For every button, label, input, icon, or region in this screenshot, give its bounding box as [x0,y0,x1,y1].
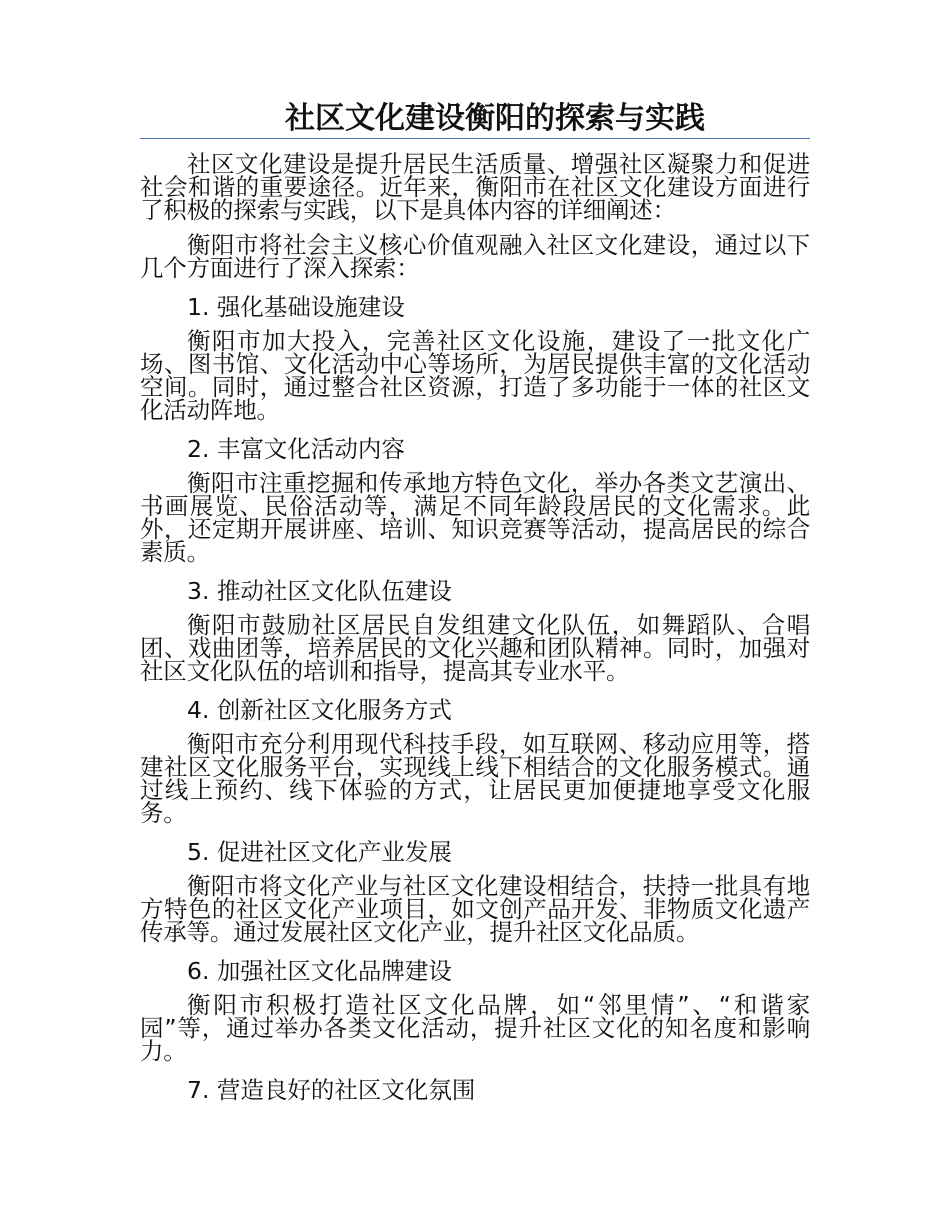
section-heading-3: 3. 推动社区文化队伍建设 [187,577,452,605]
section-body-5: 衡阳市将文化产业与社区文化建设相结合，扶持一批具有地方特色的社区文化产业项目，如文创产品开发、非物质文化遗产传承等。通过发展社区文化产业，提升社区文化品质。 [140,872,810,946]
section-heading-4: 4. 创新社区文化服务方式 [187,696,452,724]
section-heading-1: 1. 强化基础设施建设 [187,293,405,321]
section-heading-5: 5. 促进社区文化产业发展 [187,838,452,866]
section-body-2: 衡阳市注重挖掘和传承地方特色文化，举办各类文艺演出、书画展览、民俗活动等，满足不同年龄段居民的文化需求。此外，还定期开展讲座、培训、知识竞赛等活动，提高居民的综合素质。 [140,469,810,566]
lead-paragraph: 衡阳市将社会主义核心价值观融入社区文化建设，通过以下几个方面进行了深入探索： [140,231,810,282]
section-heading-6: 6. 加强社区文化品牌建设 [187,957,452,985]
document-title: 社区文化建设衡阳的探索与实践 [285,101,705,136]
intro-paragraph: 社区文化建设是提升居民生活质量、增强社区凝聚力和促进社会和谐的重要途径。近年来，衡阳市在社区文化建设方面进行了积极的探索与实践，以下是具体内容的详细阐述： [140,150,810,224]
section-body-6: 衡阳市积极打造社区文化品牌，如“邻里情”、“和谐家园”等，通过举办各类文化活动，提升社区文化的知名度和影响力。 [140,991,810,1065]
section-body-1: 衡阳市加大投入，完善社区文化设施，建设了一批文化广场、图书馆、文化活动中心等场所，为居民提供丰富的文化活动空间。同时，通过整合社区资源，打造了多功能于一体的社区文化活动阵地。 [140,327,810,424]
section-body-4: 衡阳市充分利用现代科技手段，如互联网、移动应用等，搭建社区文化服务平台，实现线上线下相结合的文化服务模式。通过线上预约、线下体验的方式，让居民更加便捷地享受文化服务。 [140,730,810,827]
document-page [140,100,810,1113]
section-heading-2: 2. 丰富文化活动内容 [187,435,405,463]
section-body-3: 衡阳市鼓励社区居民自发组建文化队伍，如舞蹈队、合唱团、戏曲团等，培养居民的文化兴趣和团队精神。同时，加强对社区文化队伍的培训和指导，提高其专业水平。 [140,611,810,685]
title-underline [140,138,810,139]
section-heading-7: 7. 营造良好的社区文化氛围 [187,1076,476,1104]
